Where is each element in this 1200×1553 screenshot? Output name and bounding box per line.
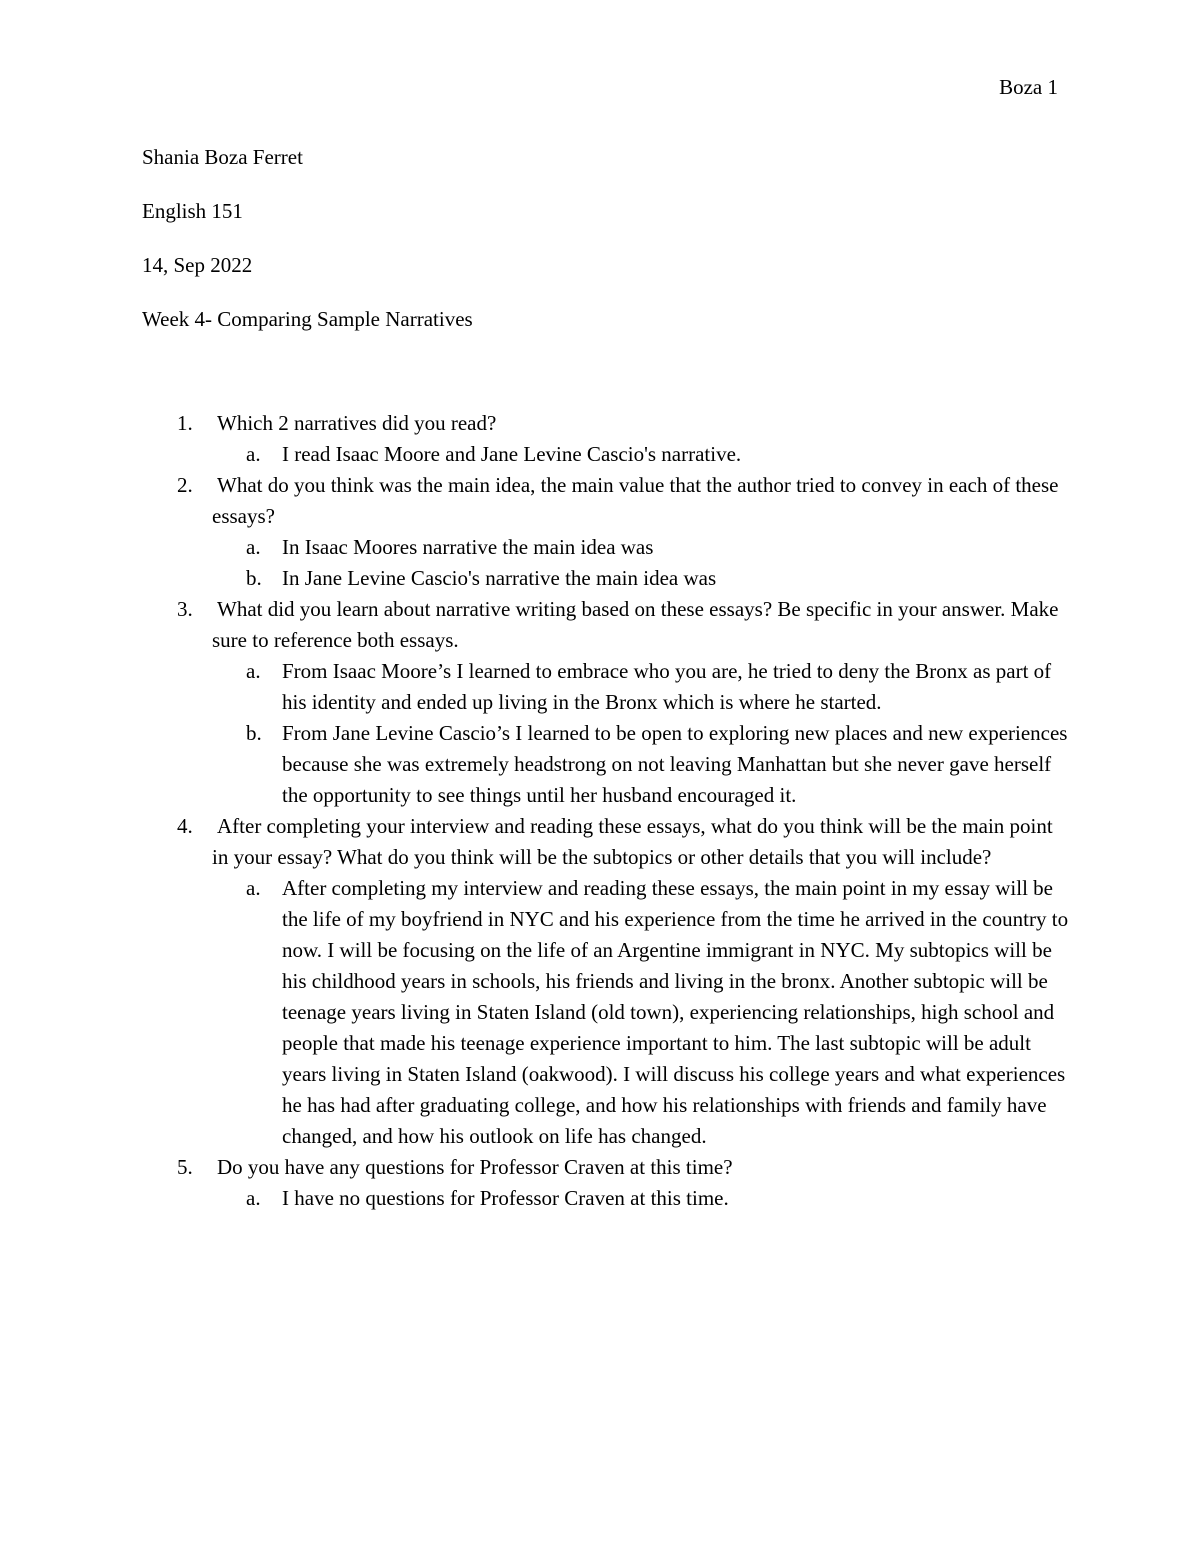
answer-list [212,532,1072,594]
answer-list [212,1183,1072,1214]
question-number: 2. [177,473,193,497]
answer-text: After completing my interview and reading these essays, the main point in my essay will be the life of my boyfriend in NYC and his experience from the time he arrived in the country to now. I will be focusing on the life of an Argentine immigrant in NYC. My subtopics will be his childhood years in schools, his friends and living in the bronx. Another subtopic will be teenage years living in Staten Island (old town), experiencing relationships, high school and people that made his teenage experience important to him. The last subtopic will be adult years living in Staten Island (oakwood). I will discuss his college years and what experiences he has had after graduating college, and how his relationships with friends and family have changed, and how his outlook on life has changed. [282,876,1069,1148]
answer-letter: b. [246,566,262,590]
question-number: 3. [177,597,193,621]
answer-list [212,439,1072,470]
answer-item [212,873,1072,1152]
assignment-date: 14, Sep 2022 [142,253,253,277]
question-item [142,594,1072,811]
answer-text: In Isaac Moores narrative the main idea was [282,535,654,559]
answer-item [212,563,1072,594]
answer-letter: a. [246,442,261,466]
answer-item [212,718,1072,811]
question-item [142,1152,1072,1214]
answer-text: From Isaac Moore’s I learned to embrace who you are, he tried to deny the Bronx as part of his identity and ended up living in the Bronx which is where he started. [282,659,1052,714]
answer-item [212,439,1072,470]
question-text: What do you think was the main idea, the main value that the author tried to convey in each of these essays? [212,473,1059,528]
answer-letter: b. [246,721,262,745]
answer-text: From Jane Levine Cascio’s I learned to be open to exploring new places and new experiences because she was extremely headstrong on not leaving Manhattan but she never gave herself the opportunity to see things until her husband encouraged it. [282,721,1068,807]
question-text: Which 2 narratives did you read? [217,411,497,435]
answer-list [212,656,1072,811]
heading-block [142,143,1062,359]
answer-letter: a. [246,659,261,683]
question-number: 5. [177,1155,193,1179]
question-text: After completing your interview and reading these essays, what do you think will be the main point in your essay? What do you think will be the subtopics or other details that you will include? [212,814,1053,869]
author-name: Shania Boza Ferret [142,145,303,169]
answer-letter: a. [246,535,261,559]
question-text: What did you learn about narrative writing based on these essays? Be specific in your answer. Make sure to reference both essays. [212,597,1059,652]
question-item [142,470,1072,594]
question-list [142,408,1072,1214]
answer-item [212,656,1072,718]
question-item [142,811,1072,1152]
page-header-label: Boza 1 [999,75,1058,99]
question-number: 1. [177,411,193,435]
answer-text: I have no questions for Professor Craven at this time. [282,1186,729,1210]
answer-list [212,873,1072,1152]
answer-letter: a. [246,1186,261,1210]
question-number: 4. [177,814,193,838]
assignment-title: Week 4- Comparing Sample Narratives [142,307,473,331]
question-item [142,408,1072,470]
question-text: Do you have any questions for Professor Craven at this time? [217,1155,733,1179]
answer-letter: a. [246,876,261,900]
answer-item [212,1183,1072,1214]
answer-text: I read Isaac Moore and Jane Levine Cascio's narrative. [282,442,742,466]
course-name: English 151 [142,199,243,223]
answer-text: In Jane Levine Cascio's narrative the main idea was [282,566,717,590]
answer-item [212,532,1072,563]
